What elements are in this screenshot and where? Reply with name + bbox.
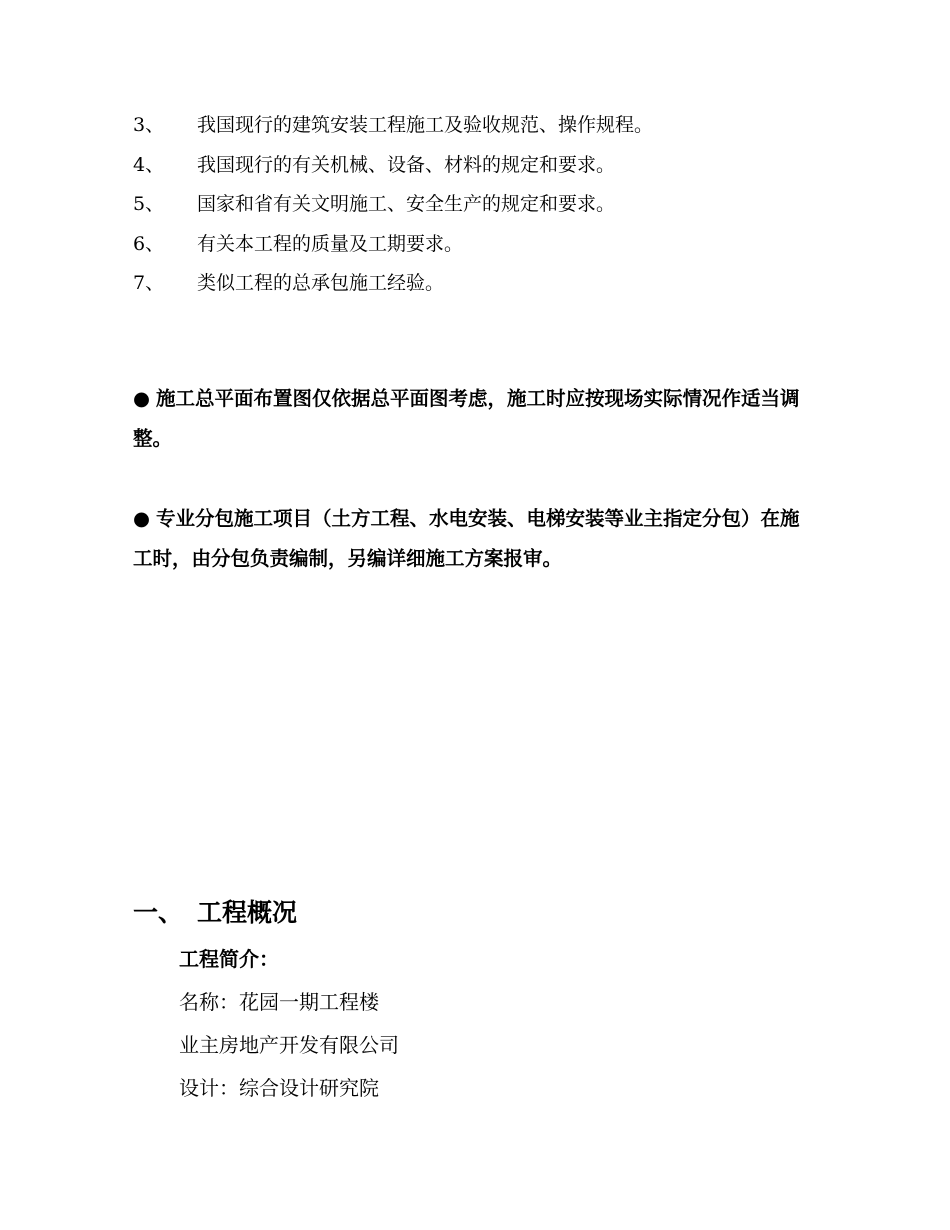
note-paragraph-layout (133, 379, 808, 459)
bullet-icon: ● (133, 387, 151, 410)
section-number: 一、 (133, 898, 184, 927)
list-item (133, 110, 833, 150)
note-paragraph-subcontract (133, 499, 808, 579)
list-item (133, 189, 833, 229)
note-text: 施工总平面布置图仅依据总平面图考虑，施工时应按现场实际情况作适当调整。 (133, 387, 800, 450)
list-item-number: 7、 (133, 272, 165, 294)
list-item-text: 国家和省有关文明施工、安全生产的规定和要求。 (197, 193, 616, 215)
project-overview (179, 939, 779, 1111)
note-text: 专业分包施工项目（土方工程、水电安装、电梯安装等业主指定分包）在施工时，由分包负责编制，另编详细施工方案报审。 (133, 507, 800, 570)
list-item-number: 4、 (133, 153, 165, 176)
list-item (133, 229, 833, 269)
list-item-number: 3、 (133, 114, 165, 136)
bullet-icon: ● (133, 507, 151, 530)
section-title: 工程概况 (197, 898, 298, 927)
list-item-text: 我国现行的建筑安装工程施工及验收规范、操作规程。 (197, 114, 654, 136)
list-item-number: 5、 (133, 193, 165, 215)
section-heading (133, 893, 297, 933)
list-item-number: 6、 (133, 232, 165, 255)
overview-subheading: 工程简介： (179, 947, 279, 971)
list-item (133, 150, 833, 190)
owner-line: 业主房地产开发有限公司 (179, 1033, 399, 1057)
list-item-text: 有关本工程的质量及工期要求。 (197, 232, 464, 255)
project-name-line: 名称：花园一期工程楼 (179, 990, 379, 1014)
list-item (133, 268, 833, 308)
designer-line: 设计：综合设计研究院 (179, 1076, 379, 1100)
basis-list (133, 110, 833, 308)
list-item-text: 类似工程的总承包施工经验。 (197, 272, 445, 294)
list-item-text: 我国现行的有关机械、设备、材料的规定和要求。 (197, 153, 616, 176)
